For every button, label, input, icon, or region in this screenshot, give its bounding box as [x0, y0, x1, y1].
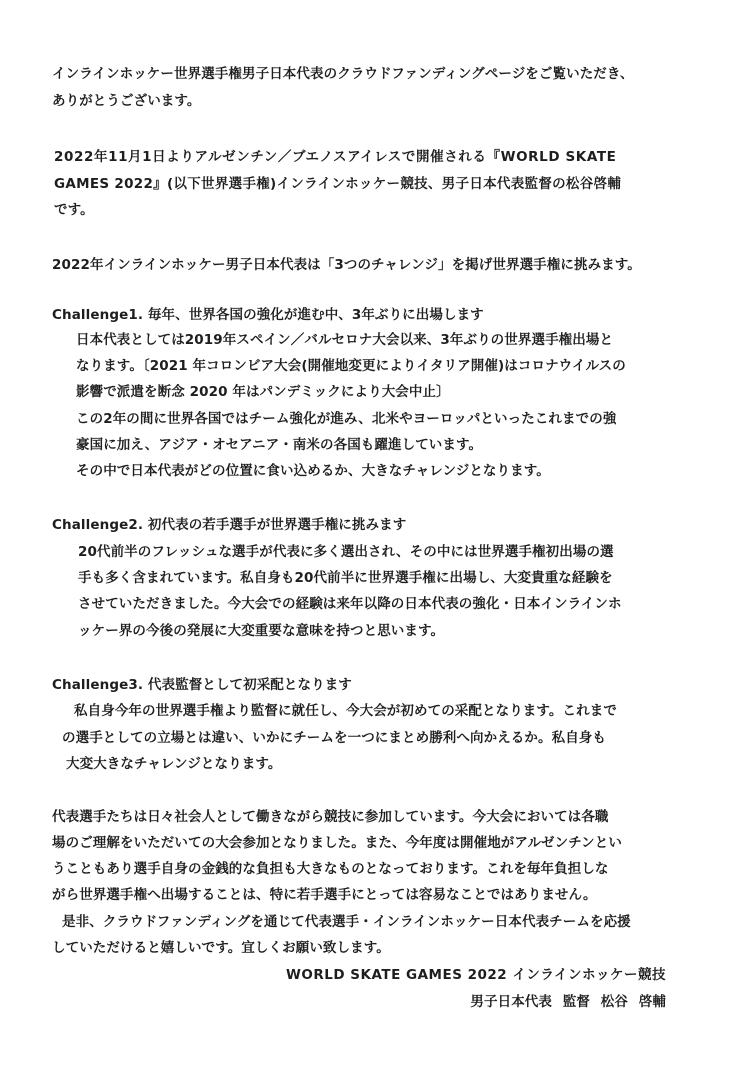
challenge3-line-3: 大変大きなチャレンジとなります。 — [66, 756, 282, 772]
challenges-intro: 2022年インラインホッケー男子日本代表は「3つのチャレンジ」を掲げ世界選手権に挑みます。 — [52, 257, 641, 273]
challenge2-line-2: 手も多く含まれています。私自身も20代前半に世界選手権に出場し、大変貴重な経験を — [78, 570, 613, 586]
event-line-1: 2022年11月1日よりアルゼンチン／ブエノスアイレスで開催される『WORLD SKATE — [54, 149, 617, 165]
closing-line-5: 是非、クラウドファンディングを通じて代表選手・インラインホッケー日本代表チームを応援 — [62, 914, 631, 930]
closing-line-3: うこともあり選手自身の金銭的な負担も大きなものとなっております。これを毎年負担しな — [52, 861, 609, 877]
challenge3-heading: Challenge3. 代表監督として初采配となります — [52, 677, 352, 693]
challenge1-line-2: なります。〔2021 年コロンビア大会(開催地変更によりイタリア開催)はコロナウイルスの — [76, 358, 626, 374]
event-line-2: GAMES 2022』(以下世界選手権)インラインホッケー競技、男子日本代表監督の松谷啓輔 — [54, 176, 622, 192]
challenge1-heading: Challenge1. 毎年、世界各国の強化が進む中、3年ぶりに出場します — [52, 307, 484, 323]
signature-line-2: 男子日本代表 監督 松谷 啓輔 — [470, 994, 666, 1010]
challenge2-line-3: させていただきました。今大会での経験は来年以降の日本代表の強化・日本インラインホ — [78, 596, 622, 612]
challenge1-line-6: その中で日本代表がどの位置に食い込めるか、大きなチャレンジとなります。 — [76, 463, 550, 479]
closing-line-1: 代表選手たちは日々社会人として働きながら競技に参加しています。今大会においては各職 — [52, 809, 609, 825]
closing-line-2: 場のご理解をいただいての大会参加となりました。また、今年度は開催地がアルゼンチンとい — [52, 835, 622, 851]
intro-line-1: インラインホッケー世界選手権男子日本代表のクラウドファンディングページをご覧いただき、 — [52, 66, 634, 82]
challenge2-line-1: 20代前半のフレッシュな選手が代表に多く選出され、その中には世界選手権初出場の選 — [78, 544, 614, 560]
challenge1-line-4: この2年の間に世界各国ではチーム強化が進み、北米やヨーロッパといったこれまでの強 — [76, 411, 617, 427]
event-line-3: です。 — [54, 202, 94, 218]
challenge2-heading: Challenge2. 初代表の若手選手が世界選手権に挑みます — [52, 517, 407, 533]
signature-line-1: WORLD SKATE GAMES 2022 インラインホッケー競技 — [286, 967, 666, 983]
challenge2-line-4: ッケー界の今後の発展に大変重要な意味を持つと思います。 — [78, 623, 445, 639]
challenge3-line-2: の選手としての立場とは違い、いかにチームを一つにまとめ勝利へ向かえるか。私自身も — [62, 730, 606, 746]
closing-line-4: がら世界選手権へ出場することは、特に若手選手にとっては容易なことではありません。 — [52, 887, 597, 903]
challenge1-line-3: 影響で派遣を断念 2020 年はパンデミックにより大会中止〕 — [76, 384, 450, 400]
challenge1-line-1: 日本代表としては2019年スペイン／バルセロナ大会以来、3年ぶりの世界選手権出場と — [76, 332, 614, 348]
intro-line-2: ありがとうございます。 — [52, 93, 201, 109]
challenge1-line-5: 豪国に加え、アジア・オセアニア・南米の各国も躍進しています。 — [76, 437, 483, 453]
challenge3-line-1: 私自身今年の世界選手権より監督に就任し、今大会が初めての采配となります。これまで — [74, 703, 617, 719]
closing-line-6: していただけると嬉しいです。宜しくお願い致します。 — [52, 940, 390, 956]
